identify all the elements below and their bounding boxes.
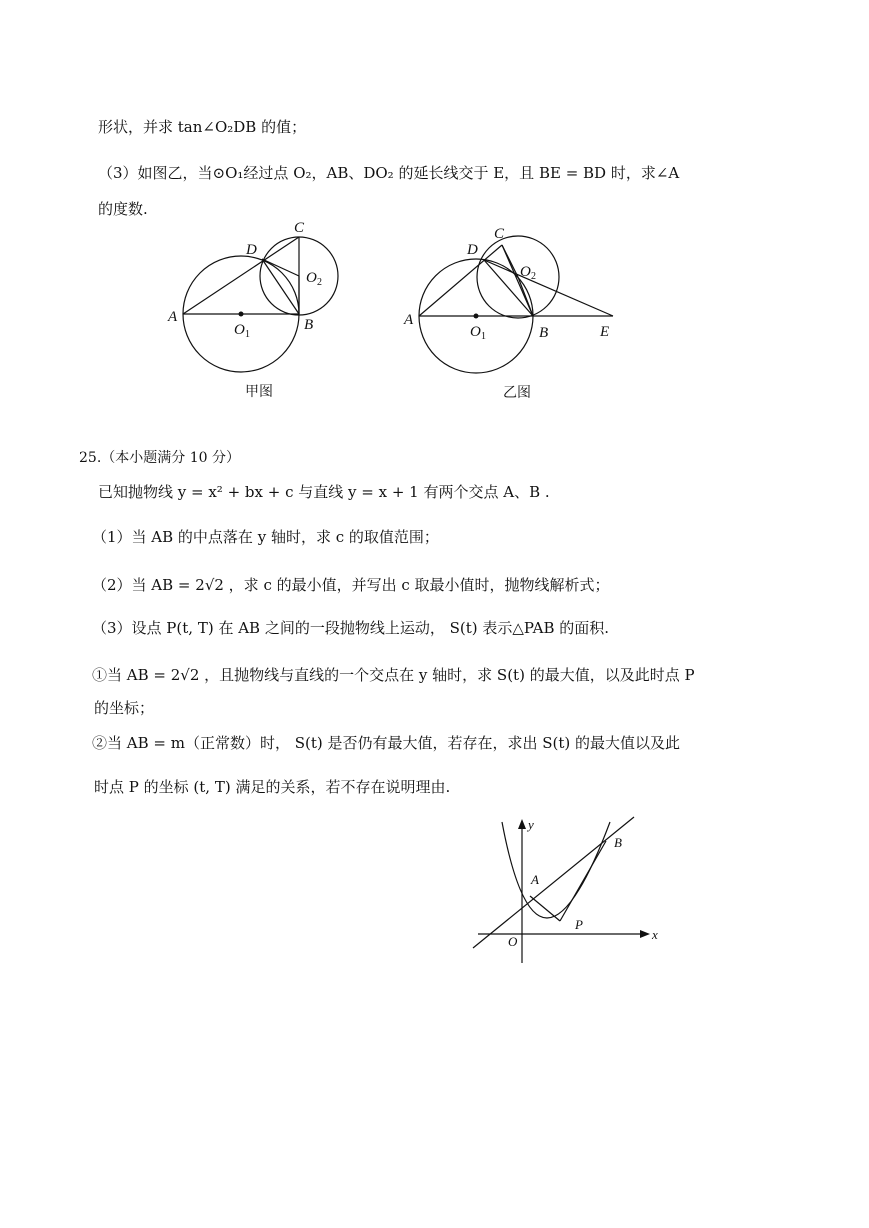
y-axis-arrow <box>518 819 526 829</box>
label-o2-yi: O <box>520 264 531 280</box>
label-e-yi: E <box>600 324 610 340</box>
label-o1-sub-jia: 1 <box>245 329 250 340</box>
caption-yi: 乙图 <box>503 385 531 401</box>
label-o1-sub-yi: 1 <box>481 331 486 342</box>
p24-line-1: 形状，并求 tan∠O₂DB 的值； <box>98 118 307 136</box>
label-o1-yi: O <box>470 324 481 340</box>
segment-pb <box>560 841 606 921</box>
label-b-yi: B <box>539 325 549 341</box>
segment-ap <box>530 896 560 921</box>
label-o2-sub-jia: 2 <box>317 277 322 288</box>
p25-q3-2a: ②当 AB = m（正常数）时， S(t) 是否仍有最大值，若存在，求出 S(t) 的最大值以及此 <box>92 734 681 752</box>
label-x: x <box>652 927 658 942</box>
p25-header: 25.（本小题满分 10 分） <box>79 450 240 466</box>
parabola <box>502 822 610 918</box>
label-b-jia: B <box>304 317 314 333</box>
x-axis-arrow <box>640 930 650 938</box>
label-d-yi: D <box>467 242 478 258</box>
p24-line-2: （3）如图乙，当⊙O₁经过点 O₂，AB、DO₂ 的延长线交于 E，且 BE = BD 时，求∠A <box>98 164 680 182</box>
p25-intro: 已知抛物线 y = x² + bx + c 与直线 y = x + 1 有两个交点 A、B . <box>98 483 550 501</box>
label-o2-sub-yi: 2 <box>531 271 536 282</box>
label-a: A <box>531 872 539 887</box>
p25-q3-2b: 时点 P 的坐标 (t, T) 满足的关系，若不存在说明理由. <box>94 778 451 796</box>
label-c-yi: C <box>494 226 505 242</box>
label-c-jia: C <box>294 220 305 236</box>
label-o2-jia: O <box>306 270 317 286</box>
label-a-jia: A <box>168 309 178 325</box>
line-ab <box>473 817 634 948</box>
p25-q3: （3）设点 P(t, T) 在 AB 之间的一段抛物线上运动， S(t) 表示△PAB 的面积. <box>92 619 610 637</box>
label-o1-jia: O <box>234 322 245 338</box>
label-a-yi: A <box>404 312 414 328</box>
label-d-jia: D <box>246 242 257 258</box>
caption-jia: 甲图 <box>245 384 273 400</box>
label-p: P <box>575 917 583 932</box>
label-y: y <box>528 817 534 832</box>
p25-q3-1a: ①当 AB = 2√2 ，且抛物线与直线的一个交点在 y 轴时，求 S(t) 的最大值，以及此时点 P <box>92 666 695 684</box>
p25-q2: （2）当 AB = 2√2 ，求 c 的最小值，并写出 c 取最小值时，抛物线解析式； <box>92 576 610 594</box>
p25-q1: （1）当 AB 的中点落在 y 轴时，求 c 的取值范围； <box>92 528 439 546</box>
p24-line-3: 的度数. <box>98 200 148 218</box>
p25-q3-1b: 的坐标； <box>94 699 155 717</box>
label-o: O <box>508 934 518 949</box>
label-b: B <box>614 835 622 850</box>
